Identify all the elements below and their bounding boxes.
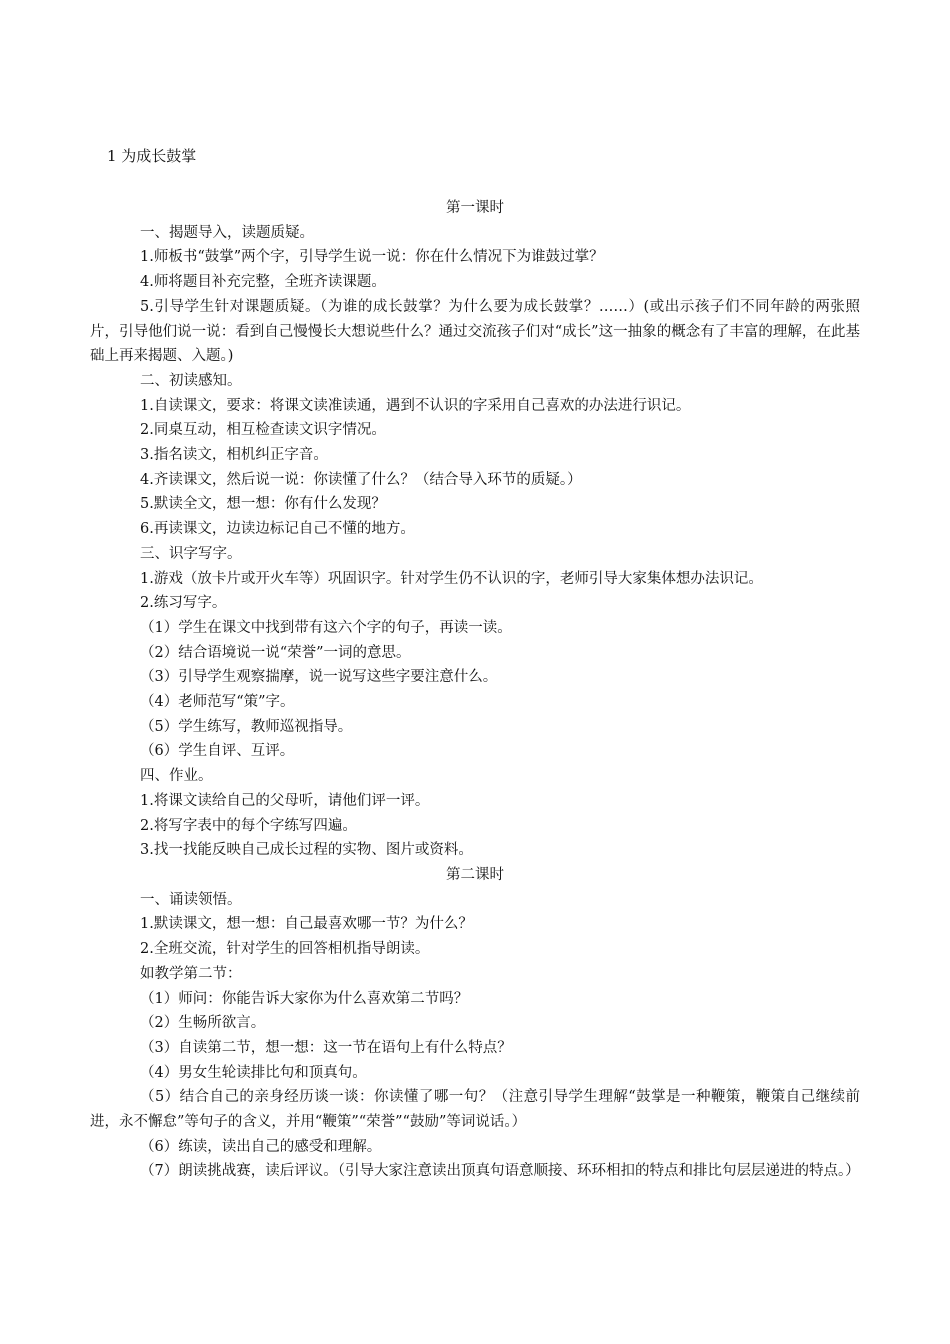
l1-sec3-subitem: （1）学生在课文中找到带有这六个字的句子，再读一读。 [140, 619, 512, 636]
l2-sec1-item: 1.默读课文，想一想：自己最喜欢哪一节？为什么？ [140, 916, 473, 933]
l1-sec3-subitem: （6）学生自评、互评。 [140, 743, 295, 760]
l1-sec4-item: 2.将写字表中的每个字练写四遍。 [140, 817, 357, 834]
l1-sec2-item: 1.自读课文，要求：将课文读准读通，遇到不认识的字采用自己喜欢的办法进行识记。 [140, 397, 691, 414]
l1-sec2-heading: 二、初读感知。 [140, 372, 242, 389]
l1-sec1-heading: 一、揭题导入，读题质疑。 [140, 224, 314, 241]
l2-sec1-subitem-6: （6）练读，读出自己的感受和理解。 [140, 1138, 382, 1155]
l2-sec1-subitem: （3）自读第二节，想一想：这一节在语句上有什么特点？ [140, 1039, 512, 1056]
l2-sec1-subitem-7: （7）朗读挑战赛，读后评议。（引导大家注意读出顶真句语意顺接、环环相扣的特点和排比句层层递进的特点。） [140, 1163, 860, 1180]
document-body [90, 196, 860, 1184]
l2-sec1-heading: 一、诵读领悟。 [140, 891, 242, 908]
l2-sec1-subitem-5: （5）结合自己的亲身经历谈一谈：你读懂了哪一句？（注意引导学生理解“鼓掌是一种鞭策，鞭策自己继续前进，永不懈怠”等句子的含义，并用“鞭策”“荣誉”“鼓励”等词说话。） [90, 1089, 860, 1131]
lesson2-heading: 第二课时 [446, 866, 504, 883]
l2-sec1-item: 2.全班交流，针对学生的回答相机指导朗读。 [140, 941, 430, 958]
l1-sec1-item-4: 4.师将题目补充完整，全班齐读课题。 [140, 274, 386, 291]
l1-sec4-heading: 四、作业。 [140, 768, 213, 785]
l1-sec2-item: 5.默读全文，想一想：你有什么发现？ [140, 496, 386, 513]
l1-sec4-item: 3.找一找能反映自己成长过程的实物、图片或资料。 [140, 842, 473, 859]
l1-sec3-subitem: （5）学生练写，教师巡视指导。 [140, 718, 353, 735]
l1-sec3-heading: 三、识字写字。 [140, 545, 242, 562]
l1-sec3-subitem: （2）结合语境说一说“荣誉”一词的意思。 [140, 644, 411, 661]
l2-sec1-subitem: （2）生畅所欲言。 [140, 1015, 266, 1032]
l1-sec1-item-1: 1.师板书“鼓掌”两个字，引导学生说一说：你在什么情况下为谁鼓过掌？ [140, 249, 604, 266]
l1-sec1-item-5: 5.引导学生针对课题质疑。（为谁的成长鼓掌？为什么要为成长鼓掌？……）(或出示孩子们不同年龄的两张照片，引导他们说一说：看到自己慢慢长大想说些什么？通过交流孩子们对“成长”这一抽象的概念有了丰富的理解，在此基础上再来揭题、入题。) [90, 298, 860, 365]
l1-sec2-item: 6.再读课文，边读边标记自己不懂的地方。 [140, 521, 415, 538]
l1-sec3-subitem: （4）老师范写“策”字。 [140, 694, 295, 711]
l1-sec2-item: 4.齐读课文，然后说一说：你读懂了什么？（结合导入环节的质疑。） [140, 471, 582, 488]
l1-sec3-item: 2.练习写字。 [140, 595, 227, 612]
l1-sec3-subitem: （3）引导学生观察揣摩，说一说写这些字要注意什么。 [140, 669, 498, 686]
l2-sec1-subitem: （1）师问：你能告诉大家你为什么喜欢第二节吗？ [140, 990, 469, 1007]
l1-sec3-item: 1.游戏（放卡片或开火车等）巩固识字。针对学生仍不认识的字，老师引导大家集体想办法识记。 [140, 570, 763, 587]
l1-sec2-item: 3.指名读文，相机纠正字音。 [140, 447, 328, 464]
l1-sec2-item: 2.同桌互动，相互检查读文识字情况。 [140, 422, 386, 439]
l1-sec4-item: 1.将课文读给自己的父母听，请他们评一评。 [140, 792, 430, 809]
document-title: 1 为成长鼓掌 [107, 147, 197, 165]
lesson1-heading: 第一课时 [446, 200, 504, 216]
l2-sec1-item: 如教学第二节： [140, 965, 242, 982]
l2-sec1-subitem: （4）男女生轮读排比句和顶真句。 [140, 1064, 367, 1081]
